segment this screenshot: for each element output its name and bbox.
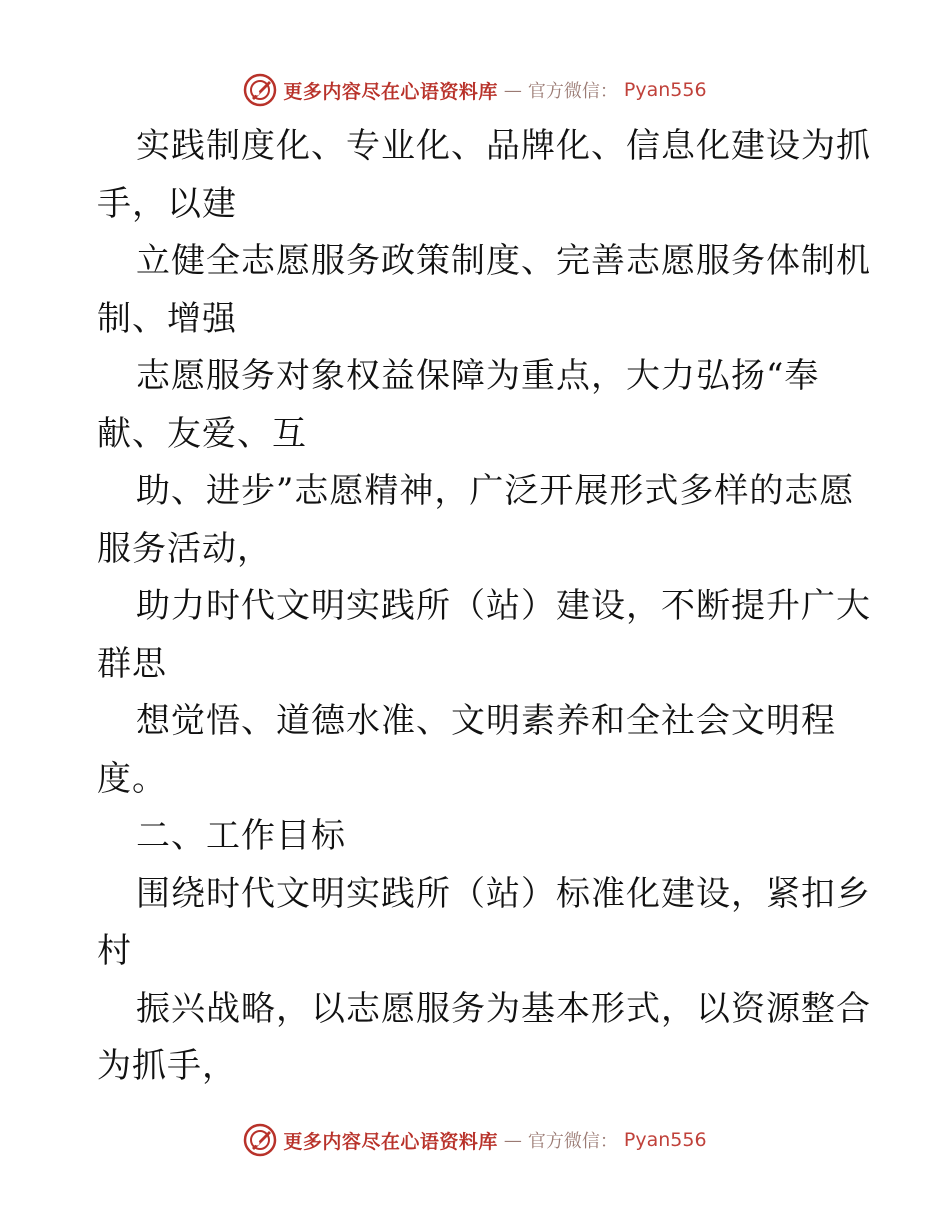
text-line: 服务活动，	[97, 528, 272, 569]
text-line: 献、友爱、互	[97, 413, 307, 454]
text-line: 立健全志愿服务政策制度、完善志愿服务体制机	[136, 241, 871, 281]
text-line: 为抓手，	[97, 1046, 237, 1086]
text-line: 实践制度化、专业化、品牌化、信息化建设为抓	[136, 126, 871, 166]
text-line: 手，以建	[97, 183, 237, 224]
brand-logo-icon	[243, 73, 277, 107]
banner-wechat-id: Pyan556	[623, 79, 707, 101]
banner-wechat-id: Pyan556	[623, 1129, 707, 1151]
text-line: 助力时代文明实践所（站）建设，不断提升广大	[136, 586, 871, 626]
brand-logo-icon	[243, 1123, 277, 1157]
document-body	[97, 118, 871, 1096]
text-line: 想觉悟、道德水准、文明素养和全社会文明程	[136, 701, 836, 741]
banner-dash: —	[503, 79, 522, 101]
text-line: 志愿服务对象权益保障为重点，大力弘扬“奉	[136, 356, 820, 396]
banner-title: 更多内容尽在心语资料库	[283, 1130, 498, 1153]
banner-title: 更多内容尽在心语资料库	[283, 80, 498, 103]
text-line: 助、进步”志愿精神，广泛开展形式多样的志愿	[136, 471, 855, 511]
banner-label: 官方微信：	[527, 81, 618, 102]
text-line: 围绕时代文明实践所（站）标准化建设，紧扣乡	[136, 873, 871, 914]
header-banner	[0, 70, 950, 110]
text-line: 制、增强	[97, 298, 237, 339]
text-line: 村	[97, 931, 132, 971]
banner-dash: —	[503, 1129, 522, 1151]
footer-banner	[0, 1120, 950, 1160]
text-line: 振兴战略，以志愿服务为基本形式，以资源整合	[136, 988, 871, 1029]
text-line: 群思	[97, 643, 167, 684]
banner-label: 官方微信：	[527, 1131, 618, 1152]
text-line: 二、工作目标	[136, 816, 346, 856]
text-line: 度。	[97, 758, 167, 799]
